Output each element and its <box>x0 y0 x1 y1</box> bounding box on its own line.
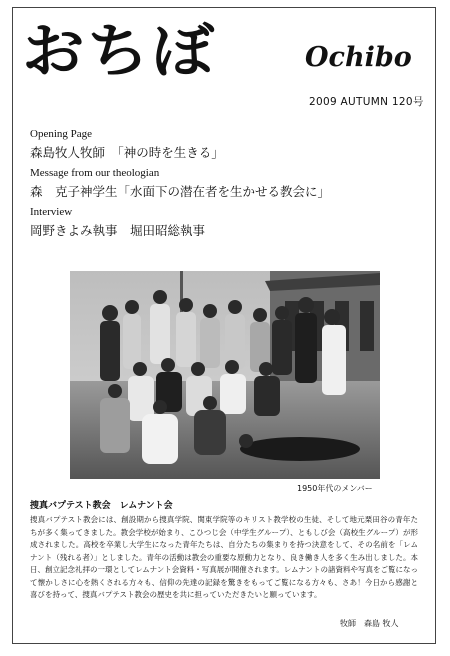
section-content-interview: 岡野きよみ執事 堀田昭総執事 <box>30 223 206 238</box>
masthead-title-japanese: おちぼ <box>22 17 217 85</box>
article-heading: 捜真バプテスト教会 レムナント会 <box>30 501 173 511</box>
group-photo <box>70 271 380 479</box>
section-heading-message: Message from our theologian <box>30 167 160 179</box>
masthead-title-english: Ochibo <box>305 42 412 73</box>
section-content-message: 森 克子神学生「水面下の潜在者を生かせる教会に」 <box>30 184 331 199</box>
section-content-opening: 森島牧人牧師 「神の時を生きる」 <box>30 145 224 160</box>
photo-caption: 1950年代のメンバー <box>297 484 373 493</box>
section-heading-interview: Interview <box>30 206 73 218</box>
article-signature: 牧師 森島 牧人 <box>340 619 399 628</box>
section-heading-opening: Opening Page <box>30 128 93 140</box>
article-body: 捜真バプテスト教会には、創設期から捜真学院、関東学院等のキリスト教学校の生徒、そして地元栗田谷の青年たちが多く集ってきました。教会学校が始まり、こひつじ会（中学生グループ）、ともしび会（高校生グループ）が形成されました。高校を卒業し大学生になった青年たちは、自分たちの集まりを持つ決意をして、その名前を「レムナント（残れる者）」としました。青年の活動は教会の重要な原動力となり、良き働き人を多く生み出しました。本日、創立記念礼拝の一環としてレムナント会資料・写真展が開催されます。レムナントの諸資料や写真をご覧になって懐かしさに心を熱くされる方々も、信仰の先達の記録を驚きをもってご覧になる方々も、さあ！今日から感謝と喜びを持って、捜真バプテスト教会の歴史を共に担っていただきたいと願っています。 <box>30 515 419 599</box>
issue-label: 2009 AUTUMN 120号 <box>309 96 424 108</box>
